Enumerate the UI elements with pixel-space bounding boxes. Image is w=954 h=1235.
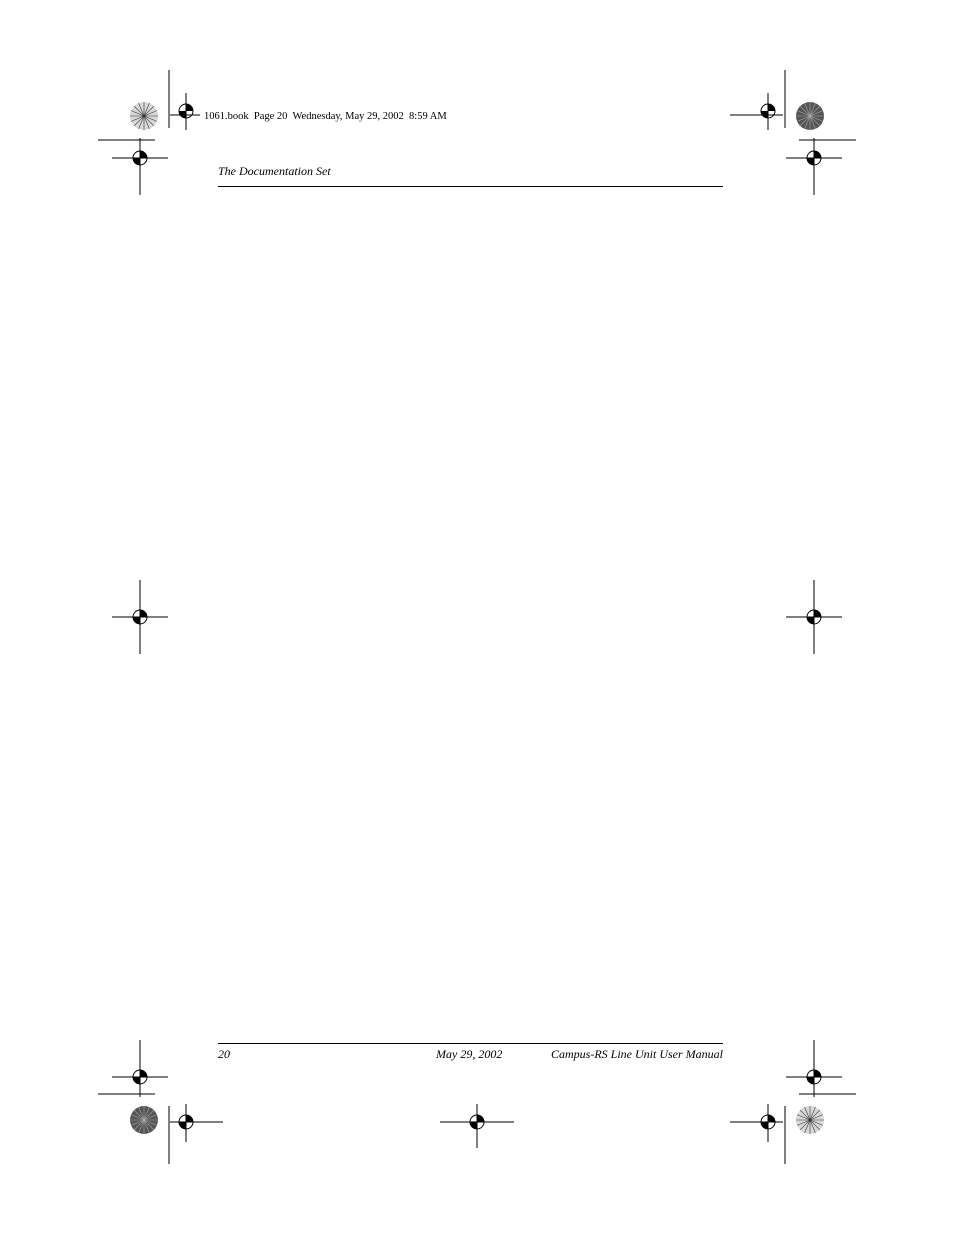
slug-line: 1061.book Page 20 Wednesday, May 29, 2002 8:59 AM (204, 111, 447, 122)
footer-page-number: 20 (218, 1047, 230, 1061)
footer-date: May 29, 2002 (436, 1047, 503, 1061)
footer-manual-title: Campus-RS Line Unit User Manual (551, 1047, 723, 1061)
running-header-title: The Documentation Set (218, 164, 331, 178)
